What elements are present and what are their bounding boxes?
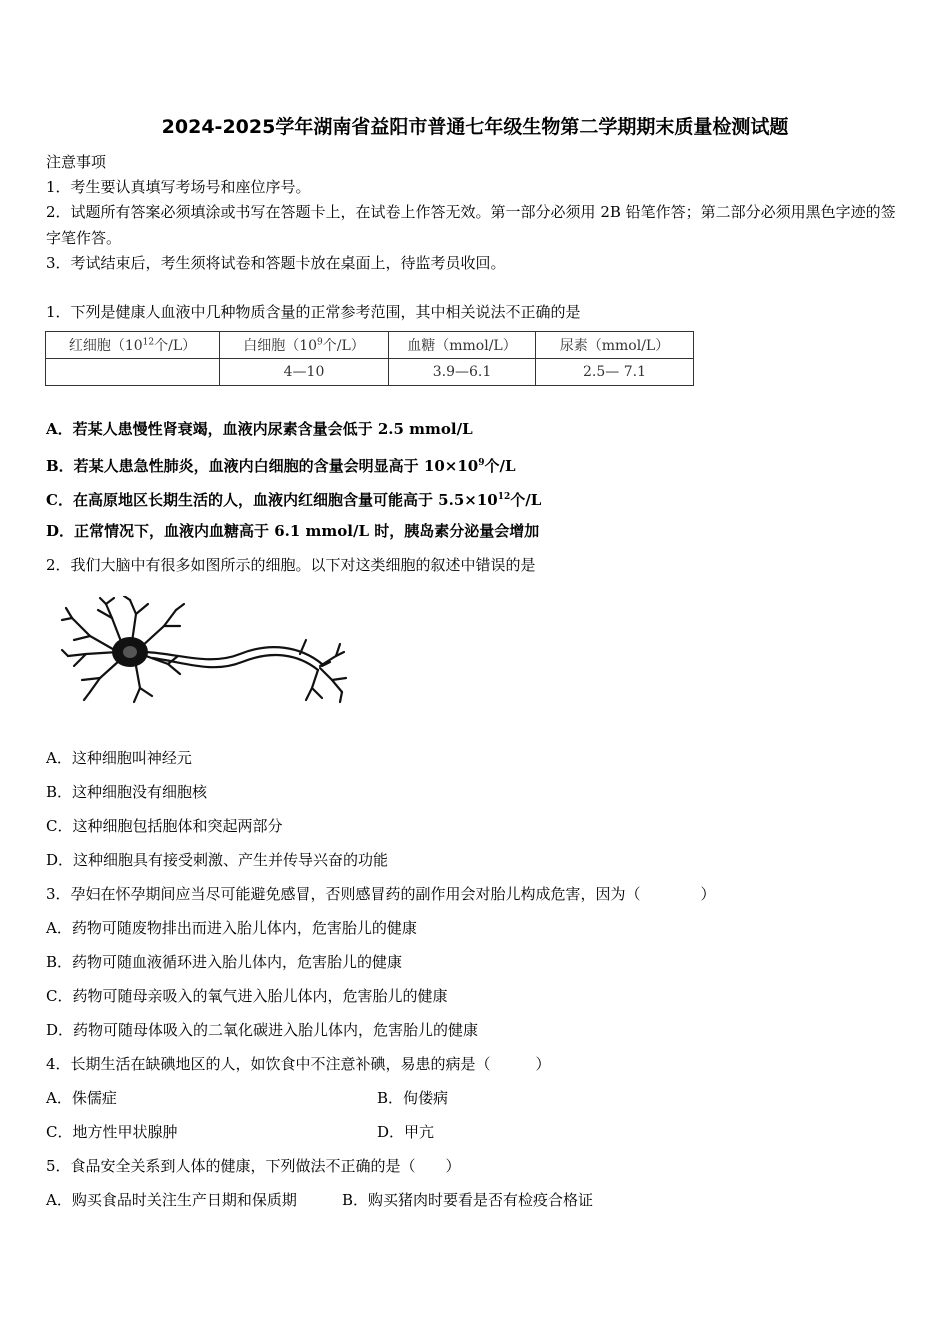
option-b: B．购买猪肉时要看是否有检疫合格证 xyxy=(342,1191,594,1209)
question-stem: 4．长期生活在缺碘地区的人，如饮食中不注意补碘，易患的病是（ ） xyxy=(46,1055,551,1073)
table-header-cell: 白细胞（$10^9$个/L） xyxy=(220,332,389,359)
notice-heading: 注意事项 xyxy=(46,153,107,171)
table-cell: 4—10 xyxy=(220,359,389,386)
notice-item: 1．考生要认真填写考场号和座位序号。 xyxy=(46,178,311,196)
table-cell: 2.5— 7.1 xyxy=(536,359,694,386)
option-d: D．这种细胞具有接受刺激、产生并传导兴奋的功能 xyxy=(46,851,389,869)
question-stem: 2．我们大脑中有很多如图所示的细胞。以下对这类细胞的叙述中错误的是 xyxy=(46,556,536,574)
question-stem: 5．食品安全关系到人体的健康，下列做法不正确的是（ ） xyxy=(46,1157,461,1175)
notice-item: 2．试题所有答案必须填涂或书写在答题卡上，在试卷上作答无效。第一部分必须用 2B 铅笔作答；第二部分必须用黑色字迹的签字笔作答。 xyxy=(46,203,896,247)
notice-item: 3．考试结束后，考生须将试卷和答题卡放在桌面上，待监考员收回。 xyxy=(46,254,506,272)
option-b: B．药物可随血液循环进入胎儿体内，危害胎儿的健康 xyxy=(46,953,403,971)
table-cell: 3.9—6.1 xyxy=(389,359,536,386)
table-header-cell: 尿素（mmol/L） xyxy=(536,332,694,359)
page-title: 2024-2025学年湖南省益阳市普通七年级生物第二学期期末质量检测试题 xyxy=(161,116,789,138)
option-a: A．侏儒症 xyxy=(46,1089,117,1107)
option-d: D．药物可随母体吸入的二氧化碳进入胎儿体内，危害胎儿的健康 xyxy=(46,1021,479,1039)
option-b: B．这种细胞没有细胞核 xyxy=(46,783,208,801)
option-c: C．这种细胞包括胞体和突起两部分 xyxy=(46,817,283,835)
option-d: D．甲亢 xyxy=(377,1123,435,1141)
option-c: C．在高原地区长期生活的人，血液内红细胞含量可能高于 $5.5\times 10^{12}$个/L xyxy=(46,491,542,509)
table-header-cell: 血糖（mmol/L） xyxy=(389,332,536,359)
table-header-cell: 红细胞（$10^{12}$个/L） xyxy=(46,332,220,359)
option-a: A．这种细胞叫神经元 xyxy=(46,749,192,767)
question-stem: 1．下列是健康人血液中几种物质含量的正常参考范围，其中相关说法不正确的是 xyxy=(46,303,581,321)
option-c: C．地方性甲状腺肿 xyxy=(46,1123,178,1141)
option-d: D．正常情况下，血液内血糖高于 6.1 mmol/L 时，胰岛素分泌量会增加 xyxy=(46,522,540,540)
option-b: B．佝偻病 xyxy=(377,1089,449,1107)
option-a: A．若某人患慢性肾衰竭，血液内尿素含量会低于 2.5 mmol/L xyxy=(46,420,473,438)
table-header-row xyxy=(46,332,694,359)
question-stem: 3．孕妇在怀孕期间应当尽可能避免感冒，否则感冒药的副作用会对胎儿构成危害，因为（ ） xyxy=(46,885,716,903)
option-b: B．若某人患急性肺炎，血液内白细胞的含量会明显高于 $10\times 10^9$个/L xyxy=(46,457,516,475)
option-a: A．购买食品时关注生产日期和保质期 xyxy=(46,1191,297,1209)
reference-table xyxy=(45,331,694,386)
option-a: A．药物可随废物排出而进入胎儿体内，危害胎儿的健康 xyxy=(46,919,417,937)
table-row xyxy=(46,359,694,386)
neuron-illustration xyxy=(60,596,350,708)
table-cell xyxy=(46,359,220,386)
option-c: C．药物可随母亲吸入的氧气进入胎儿体内，危害胎儿的健康 xyxy=(46,987,448,1005)
